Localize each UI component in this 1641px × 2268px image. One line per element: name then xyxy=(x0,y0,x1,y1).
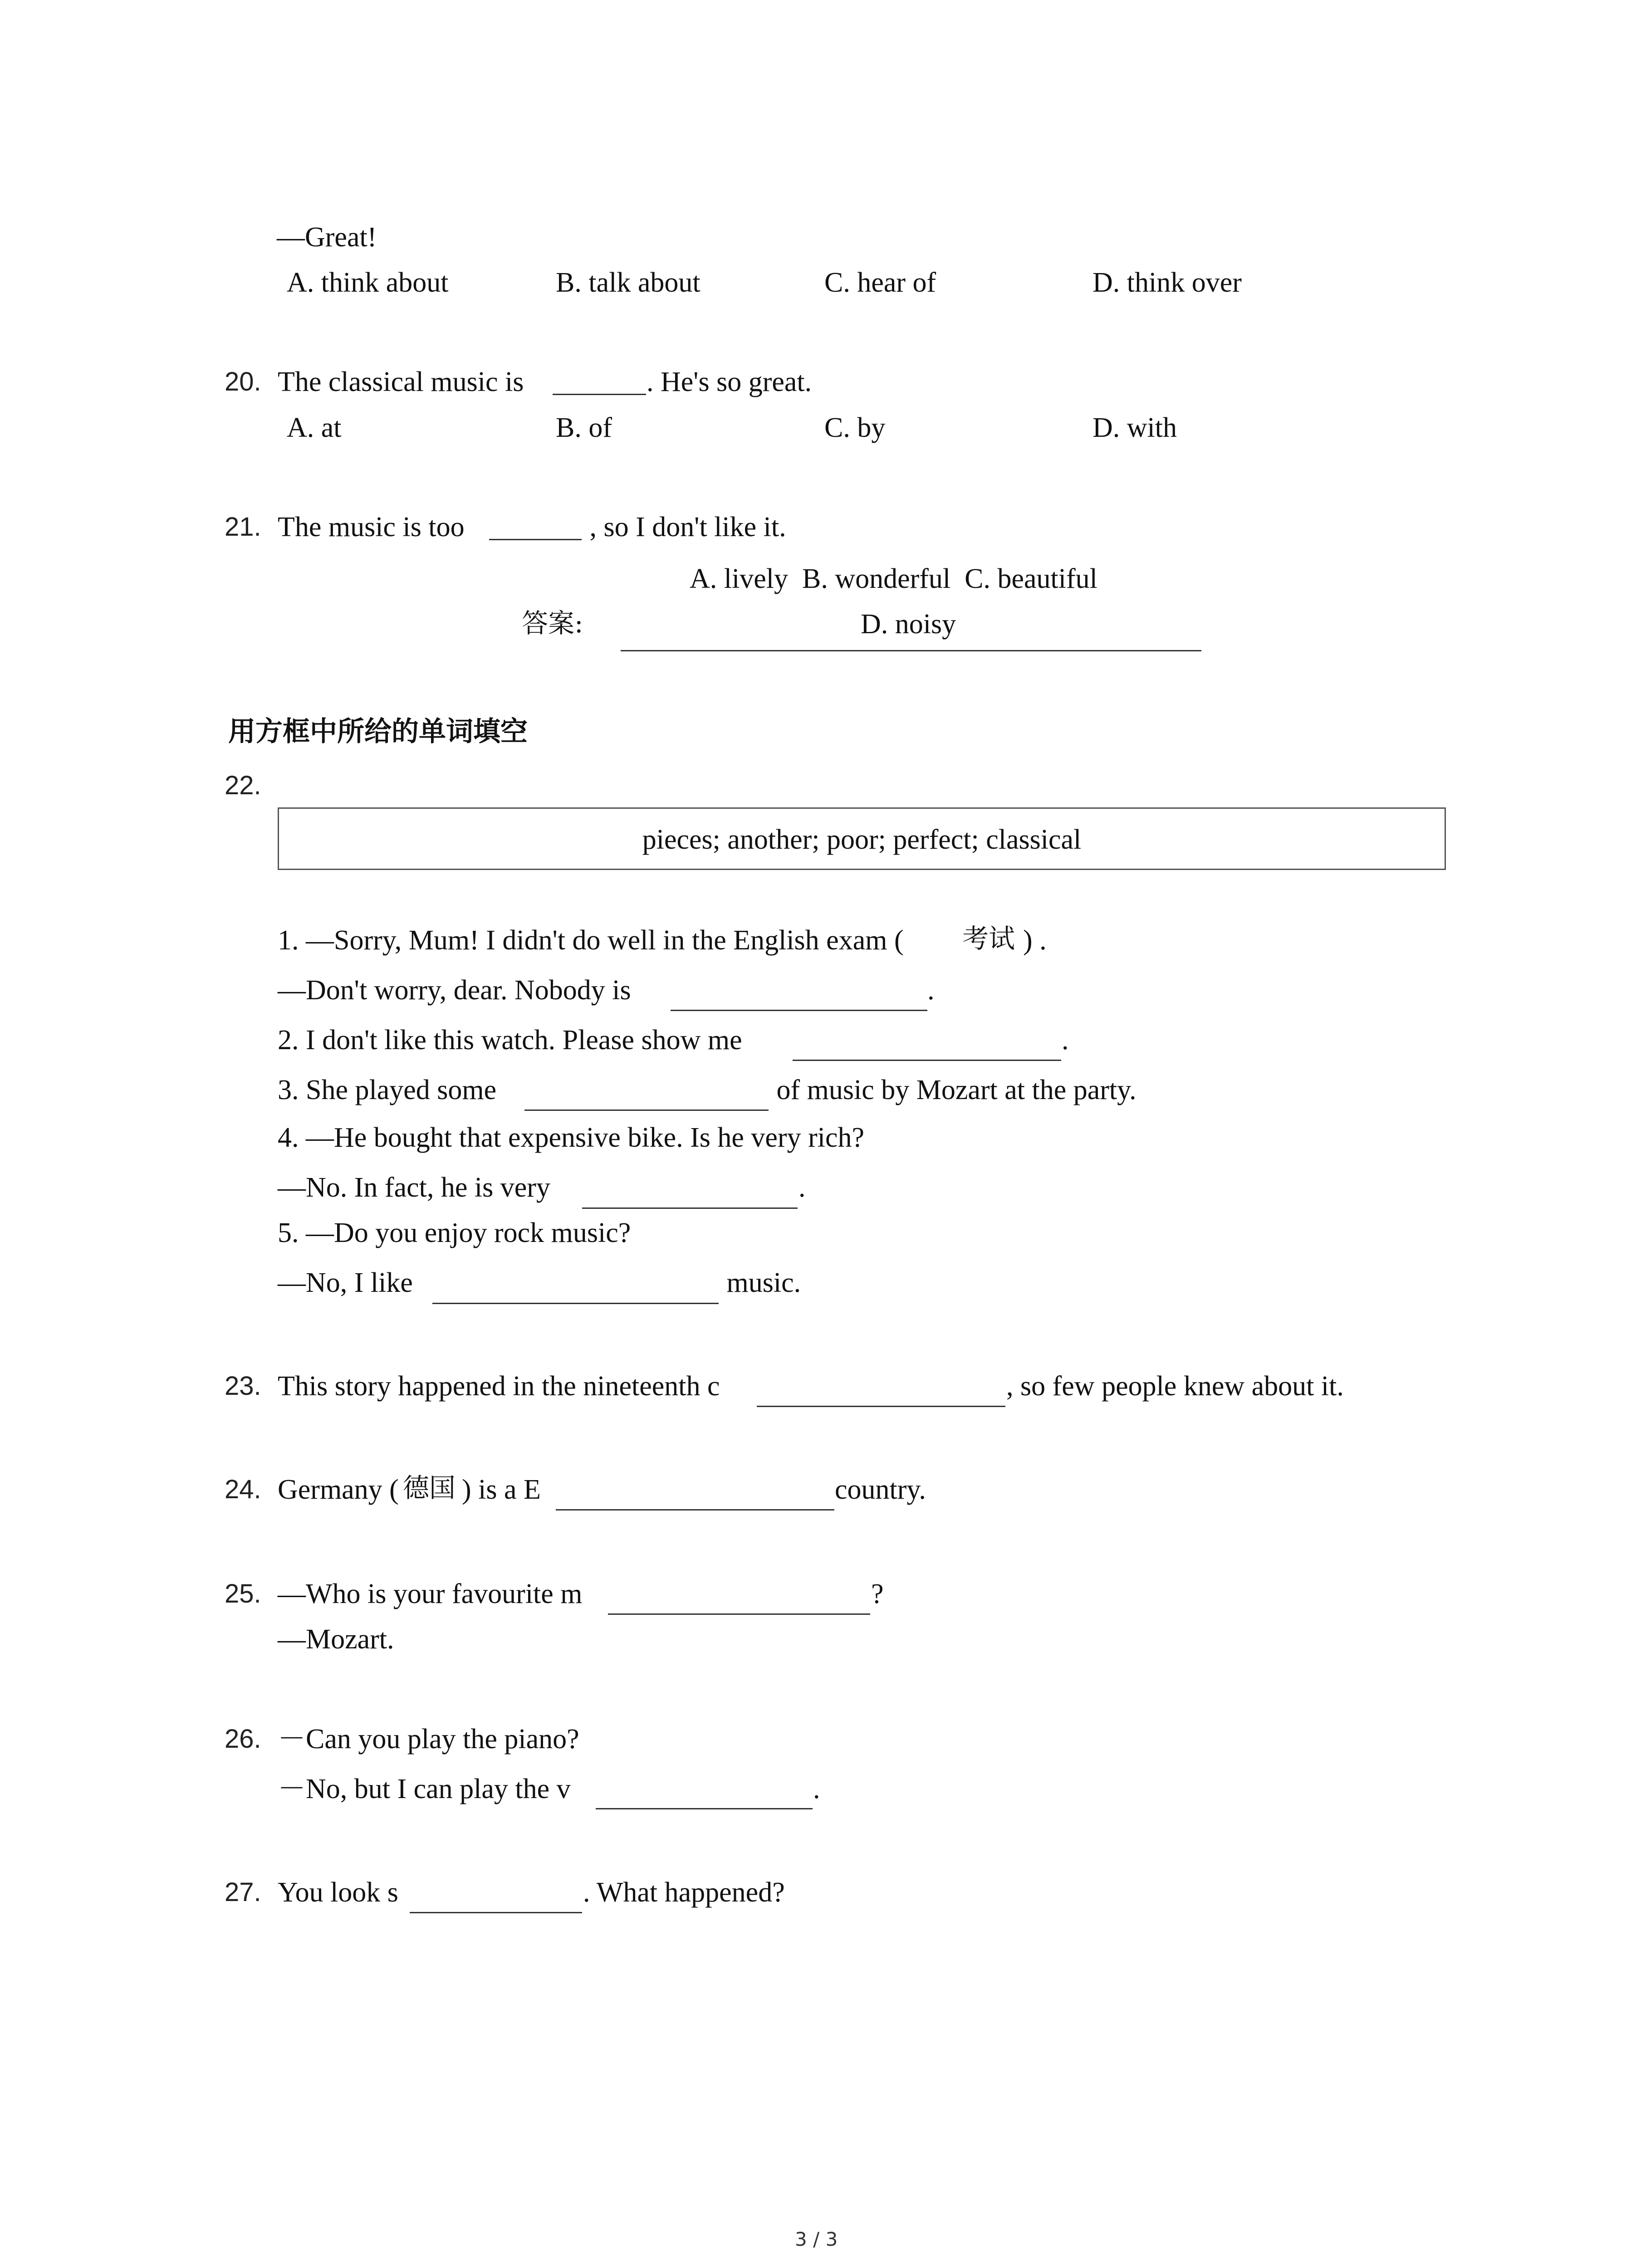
q20-text-after: . He's so great. xyxy=(647,367,812,397)
q21-text-before: The music is too xyxy=(278,512,472,543)
q25-text-after: ? xyxy=(871,1579,884,1609)
q20-option-b: B. of xyxy=(556,412,612,443)
q22-item1-cjk: 考试 xyxy=(962,923,1015,954)
q25-blank xyxy=(608,1613,870,1615)
q24-text-mid: ) is a E xyxy=(462,1474,541,1505)
q23-blank xyxy=(757,1406,1005,1407)
q24-text-before: Germany ( xyxy=(278,1474,399,1505)
q24-blank xyxy=(556,1509,834,1510)
q21-blank xyxy=(489,539,582,540)
q22-item4-question: 4. —He bought that expensive bike. Is he very rich? xyxy=(278,1122,865,1153)
q20-number: 20. xyxy=(225,367,261,396)
page-number: 3 / 3 xyxy=(795,2228,838,2250)
q20-text-before: The classical music is xyxy=(278,367,531,397)
q26-question: －Can you play the piano? xyxy=(278,1724,579,1755)
q23-number: 23. xyxy=(225,1371,261,1401)
q22-item4-blank xyxy=(582,1207,798,1209)
q22-item3-blank xyxy=(524,1110,769,1111)
q24-number: 24. xyxy=(225,1475,261,1504)
q22-item1-reply-after: . xyxy=(927,975,935,1006)
q22-number: 22. xyxy=(225,771,261,800)
q21-answer-line xyxy=(621,650,1201,651)
q19-option-b: B. talk about xyxy=(556,267,700,298)
q22-item5-question: 5. —Do you enjoy rock music? xyxy=(278,1217,631,1248)
q22-item3-text-after: of music by Mozart at the party. xyxy=(769,1075,1136,1105)
q22-item2-text-after: . xyxy=(1062,1025,1069,1056)
q22-item3-text-before: 3. She played some xyxy=(278,1075,504,1105)
q21-options-line: A. lively B. wonderful C. beautiful xyxy=(690,563,1097,594)
q21-number: 21. xyxy=(225,512,261,542)
q22-item4-reply-before: —No. In fact, he is very xyxy=(278,1172,558,1203)
q19-option-c: C. hear of xyxy=(824,267,936,298)
q22-item1-text-after: ) . xyxy=(1023,925,1047,956)
q25-text-before: —Who is your favourite m xyxy=(278,1579,583,1609)
q27-text-before: You look s xyxy=(278,1877,398,1908)
section-title: 用方框中所给的单词填空 xyxy=(228,716,528,748)
q20-blank xyxy=(553,394,646,395)
q26-reply-before: －No, but I can play the v xyxy=(278,1774,571,1804)
q21-last-option: D. noisy xyxy=(861,609,956,640)
q23-text-after: , so few people knew about it. xyxy=(1006,1371,1344,1402)
q19-option-a: A. think about xyxy=(287,267,449,298)
q22-item5-blank xyxy=(432,1303,719,1304)
q22-item1-reply-before: —Don't worry, dear. Nobody is xyxy=(278,975,638,1006)
q23-text-before: This story happened in the nineteenth c xyxy=(278,1371,720,1402)
q21-answer-label: 答案: xyxy=(522,608,583,639)
q24-text-after: country. xyxy=(835,1474,926,1505)
q20-option-c: C. by xyxy=(824,412,886,443)
q22-item5-reply-before: —No, I like xyxy=(278,1267,420,1298)
q19-option-d: D. think over xyxy=(1092,267,1242,298)
q26-blank xyxy=(596,1808,813,1809)
q19-reply: —Great! xyxy=(277,222,377,253)
q22-item2-blank xyxy=(793,1060,1061,1061)
q21-text-after: , so I don't like it. xyxy=(583,512,786,543)
q26-number: 26. xyxy=(225,1724,261,1754)
q22-item2-text-before: 2. I don't like this watch. Please show me xyxy=(278,1025,749,1056)
q20-option-a: A. at xyxy=(287,412,342,443)
q20-option-d: D. with xyxy=(1092,412,1177,443)
q22-item5-reply-after: music. xyxy=(720,1267,801,1298)
q22-item1-text-before: 1. —Sorry, Mum! I didn't do well in the English exam ( xyxy=(278,925,904,956)
q27-number: 27. xyxy=(225,1877,261,1907)
q24-cjk: 德国 xyxy=(403,1472,456,1503)
q26-reply-after: . xyxy=(813,1774,820,1804)
q27-text-after: . What happened? xyxy=(583,1877,785,1908)
q22-item4-reply-after: . xyxy=(798,1172,806,1203)
q25-reply: —Mozart. xyxy=(278,1624,394,1655)
word-box-text: pieces; another; poor; perfect; classical xyxy=(642,824,1082,855)
q27-blank xyxy=(410,1912,582,1913)
q25-number: 25. xyxy=(225,1579,261,1608)
q22-item1-blank xyxy=(671,1010,927,1011)
